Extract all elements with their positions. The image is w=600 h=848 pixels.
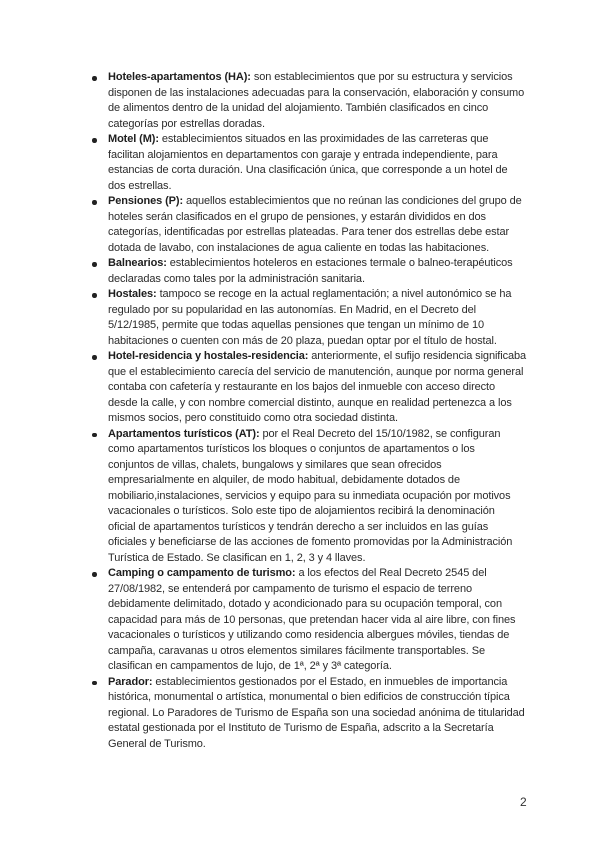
item-term: Parador: (108, 675, 153, 688)
item-term: Motel (M): (108, 133, 159, 145)
item-text: establecimientos situados en las proximidades de las carreteras que facilitan alojamientos en departamentos con garaje y entrada independiente, para estancias de corta duración. Una clasificación única, que corresponde a un hotel de dos estrellas. (108, 133, 508, 192)
item-text: establecimientos hoteleros en estaciones termale o balneo-terapéuticos declaradas como tales por la administración sanitaria. (108, 257, 513, 285)
item-term: Balnearios: (108, 257, 167, 269)
item-text: aquellos establecimientos que no reúnan las condiciones del grupo de hoteles serán clasificados en el grupo de pensiones, y estarán divididos en dos categorías, identificadas por estrellas plateadas. Para tener dos estrellas debe estar dotada de lavabo, con instalaciones de agua caliente en todas las habitaciones. (108, 195, 522, 254)
item-term: Camping o campamento de turismo: (108, 567, 296, 579)
item-term: Hostales: (108, 288, 157, 300)
list-item (108, 427, 548, 567)
item-term: Pensiones (P): (108, 195, 184, 207)
item-text: son establecimientos que por su estructura y servicios disponen de las instalaciones adecuadas para la conservación, elaboración y consumo de alimentos dentro de la unidad del alojamiento. También clasificados en cinco categorías por estrellas doradas. (108, 71, 525, 130)
list-item (108, 194, 548, 256)
item-term: Hotel-residencia y hostales-residencia: (108, 350, 309, 362)
list-item (108, 349, 548, 427)
item-text: establecimientos gestionados por el Estado, en inmuebles de importancia histórica, monumental o artística, monumental o bien edificios de construcción típica regional. Lo Paradores de Turismo de España son una sociedad anónima de titularidad estatal gestionada por el Instituto de Turismo de España, adscrito a la Secretaría General de Turismo. (108, 675, 525, 750)
item-text: por el Real Decreto del 15/10/1982, se configuran como apartamentos turísticos los bloques o conjuntos de apartamentos o los conjuntos de villas, chalets, bungalows y similares que sean ofrecidos empresarialmente en alquiler, de modo habitual, debidamente dotados de mobiliario,instalaciones, servicios y equipo para su inmediata ocupación por motivos vacacionales o turísticos. Solo este tipo de alojamientos recibirá la denominación oficial de apartamentos turísticos y tendrán derecho a ser incluidos en las guías oficiales y beneficiarse de las acciones de fomento promovidas por la Administración Turística de Estado. Se clasifican en 1, 2, 3 y 4 llaves. (108, 427, 513, 564)
list-item (108, 675, 548, 753)
item-text: tampoco se recoge en la actual reglamentación; a nivel autonómico se ha regulado por su popularidad en las autonomías. En Madrid, en el Decreto del 5/12/1985, permite que todas aquellas pensiones que tengan un mínimo de 10 habitaciones o cuenten con más de 20 plaza, puedan optar por el título de hostal. (108, 288, 512, 347)
item-text: anteriormente, el sufijo residencia significaba que el establecimiento carecía del servicio de manutención, aunque por norma general contaba con cafetería y restaurante en los bajos del inmueble con acceso directo desde la calle, y con nombre comercial distinto, aunque en realidad pertenezca a los mismos socios, pero constituido como otra sociedad distinta. (108, 350, 527, 424)
page-number: 2 (520, 795, 527, 809)
accommodation-types-list (108, 70, 548, 752)
list-item (108, 70, 548, 132)
list-item (108, 566, 548, 675)
item-text: a los efectos del Real Decreto 2545 del 27/08/1982, se entenderá por campamento de turismo el espacio de terreno debidamente delimitado, dotado y acondicionado para su ocupación temporal, con capacidad para más de 10 personas, que pretendan hacer vida al aire libre, con fines vacacionales o turísticos y utilizando como residencia albergues móviles, tiendas de campaña, caravanas u otros elementos similares fácilmente transportables. Se clasifican en campamentos de lujo, de 1ª, 2ª y 3ª categoría. (108, 567, 516, 672)
list-item (108, 256, 548, 287)
item-term: Hoteles-apartamentos (HA): (108, 71, 251, 83)
item-term: Apartamentos turísticos (AT): (108, 427, 260, 440)
list-item (108, 287, 548, 349)
list-item (108, 132, 548, 194)
